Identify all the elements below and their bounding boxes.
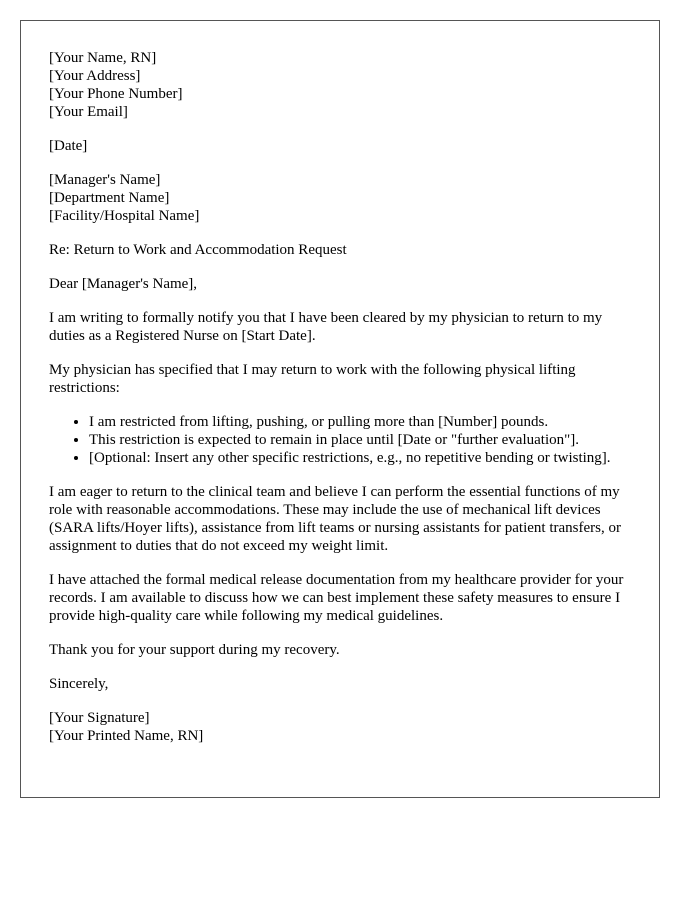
sender-block <box>49 49 632 121</box>
sender-phone: [Your Phone Number] <box>49 86 183 102</box>
date-line: [Date] <box>49 138 88 154</box>
recipient-facility: [Facility/Hospital Name] <box>49 208 200 224</box>
paragraph-documentation: I have attached the formal medical release documentation from my healthcare provider for your records. I am available to discuss how we can best implement these safety measures to ensure I provide high-quality care while following my medical guidelines. <box>49 572 624 624</box>
signature-line: [Your Signature] <box>49 710 150 726</box>
paragraph-thanks: Thank you for your support during my recovery. <box>49 642 340 658</box>
recipient-manager: [Manager's Name] <box>49 172 161 188</box>
signature-block <box>49 709 632 745</box>
restrictions-list <box>49 413 632 467</box>
recipient-block <box>49 171 632 225</box>
sender-address: [Your Address] <box>49 68 141 84</box>
letter-page <box>20 20 660 798</box>
paragraph-accommodations: I am eager to return to the clinical team and believe I can perform the essential functions of my role with reasonable accommodations. These may include the use of mechanical lift devices (SARA lifts/Hoyer lifts), assistance from lift teams or nursing assistants for patient transfers, or assignment to duties that do not exceed my weight limit. <box>49 484 621 554</box>
list-item: • [Optional: Insert any other specific restrictions, e.g., no repetitive bending or twisting]. <box>89 449 632 467</box>
list-item: • I am restricted from lifting, pushing, or pulling more than [Number] pounds. <box>89 413 632 431</box>
sender-name: [Your Name, RN] <box>49 50 157 66</box>
subject-line: Re: Return to Work and Accommodation Request <box>49 242 347 258</box>
recipient-department: [Department Name] <box>49 190 170 206</box>
printed-name: [Your Printed Name, RN] <box>49 728 204 744</box>
closing: Sincerely, <box>49 676 109 692</box>
salutation: Dear [Manager's Name], <box>49 276 198 292</box>
list-item: • This restriction is expected to remain in place until [Date or "further evaluation"]. <box>89 431 632 449</box>
paragraph-clearance: I am writing to formally notify you that I have been cleared by my physician to return to my duties as a Registered Nurse on [Start Date]. <box>49 310 603 344</box>
paragraph-restrictions-intro: My physician has specified that I may return to work with the following physical lifting restrictions: <box>49 362 576 396</box>
sender-email: [Your Email] <box>49 104 128 120</box>
